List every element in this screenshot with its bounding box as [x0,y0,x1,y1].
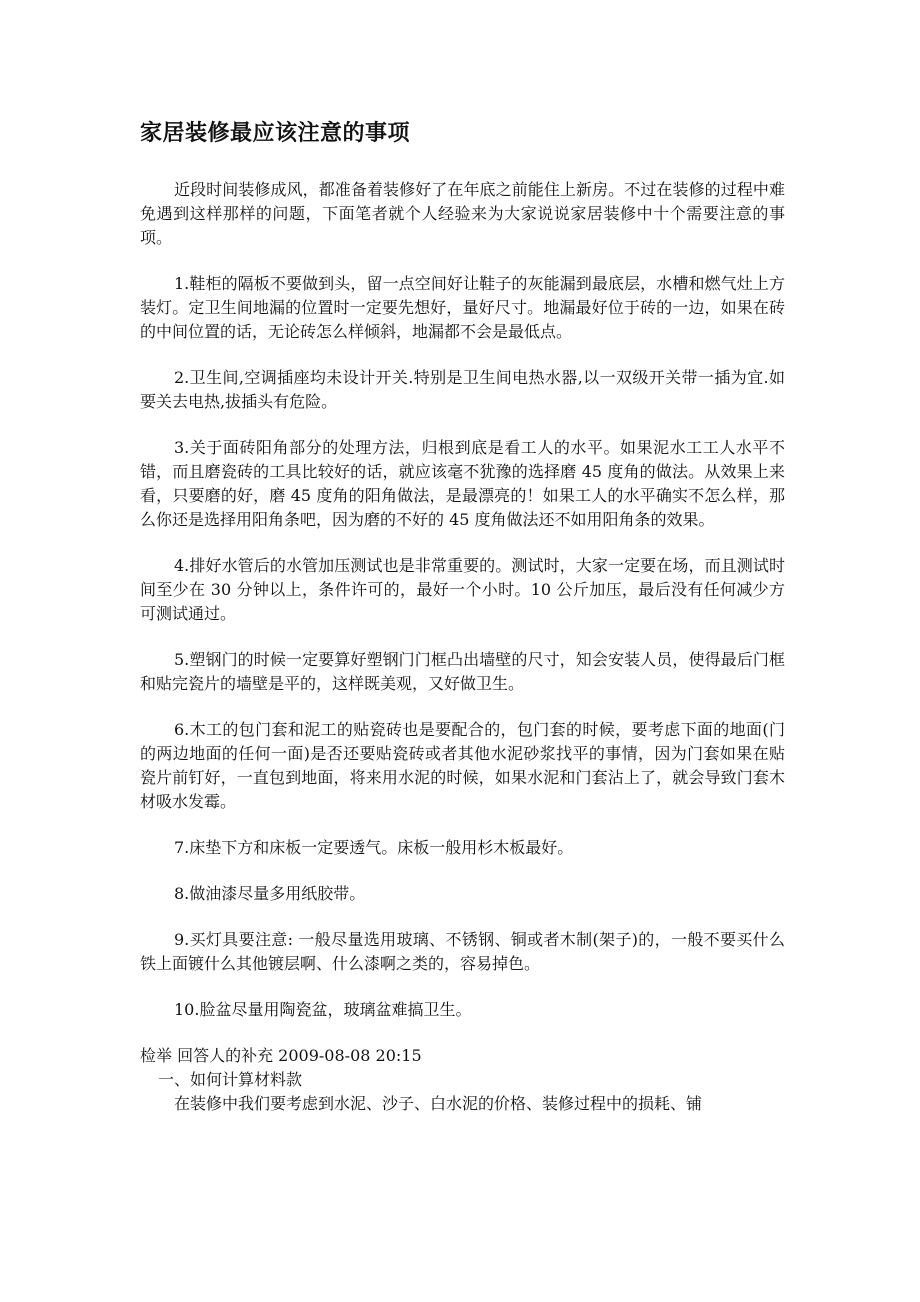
paragraph-item-8: 8.做油漆尽量多用纸胶带。 [174,884,366,903]
document-title: 家居装修最应该注意的事项 [140,121,411,146]
supplement-text: 在装修中我们要考虑到水泥、沙子、白水泥的价格、装修过程中的损耗、铺 [174,1094,703,1113]
paragraph-item-2: 2.卫生间,空调插座均未设计开关.特别是卫生间电热水器,以一双级开关带一插为宜.如要关去电热,拔插头有危险。 [140,368,785,411]
supplement-header: 检举 回答人的补充 2009-08-08 20:15 [140,1046,422,1065]
paragraph-item-7: 7.床垫下方和床板一定要透气。床板一般用杉木板最好。 [174,838,574,857]
paragraph-item-4: 4.排好水管后的水管加压测试也是非常重要的。测试时，大家一定要在场，而且测试时间至少在 30 分钟以上，条件许可的，最好一个小时。10 公斤加压，最后没有任何减少方可测试通过。 [140,556,785,623]
document-page [140,118,785,1116]
supplement-section [140,1044,785,1116]
paragraph-item-9: 9.买灯具要注意: 一般尽量选用玻璃、不锈钢、铜或者木制(架子)的，一般不要买什么铁上面镀什么其他镀层啊、什么漆啊之类的，容易掉色。 [140,930,785,973]
paragraph-item-1: 1.鞋柜的隔板不要做到头，留一点空间好让鞋子的灰能漏到最底层，水槽和燃气灶上方装灯。定卫生间地漏的位置时一定要先想好，量好尺寸。地漏最好位于砖的一边，如果在砖的中间位置的话，无论砖怎么样倾斜，地漏都不会是最低点。 [140,274,785,341]
supplement-section-heading: 一、如何计算材料款 [158,1070,303,1089]
paragraph-item-3: 3.关于面砖阳角部分的处理方法，归根到底是看工人的水平。如果泥水工工人水平不错，而且磨瓷砖的工具比较好的话，就应该毫不犹豫的选择磨 45 度角的做法。从效果上来看，只要磨的好，磨 45 度角的阳角做法，是最漂亮的！如果工人的水平确实不怎么样，那么你还是选择用阳角条吧，因为磨的不好的 45 度角做法还不如用阳角条的效果。 [140,438,785,529]
paragraph-item-10: 10.脸盆尽量用陶瓷盆，玻璃盆难搞卫生。 [174,1000,472,1019]
paragraph-item-6: 6.木工的包门套和泥工的贴瓷砖也是要配合的，包门套的时候，要考虑下面的地面(门的两边地面的任何一面)是否还要贴瓷砖或者其他水泥砂浆找平的事情，因为门套如果在贴瓷片前钉好，一直包到地面，将来用水泥的时候，如果水泥和门套沾上了，就会导致门套木材吸水发霉。 [140,720,785,811]
paragraph-intro: 近段时间装修成风，都准备着装修好了在年底之前能住上新房。不过在装修的过程中难免遇到这样那样的问题，下面笔者就个人经验来为大家说说家居装修中十个需要注意的事项。 [140,180,785,247]
paragraph-item-5: 5.塑钢门的时候一定要算好塑钢门门框凸出墙壁的尺寸，知会安装人员，使得最后门框和贴完瓷片的墙壁是平的，这样既美观，又好做卫生。 [140,650,785,693]
